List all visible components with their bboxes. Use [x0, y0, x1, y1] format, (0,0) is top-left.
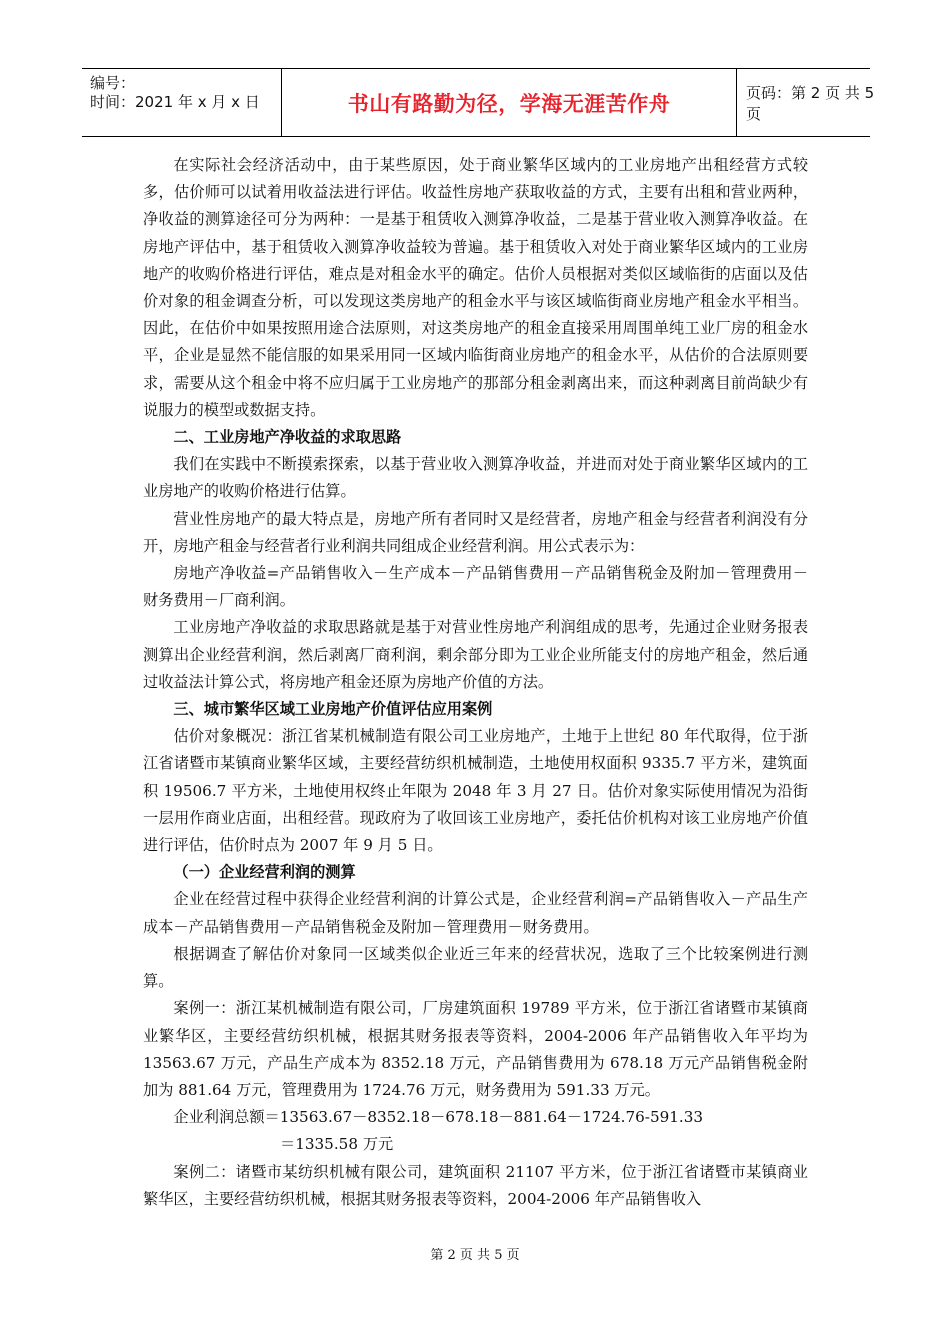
paragraph: 我们在实践中不断摸索探索，以基于营业收入测算净收益，并进而对处于商业繁华区域内的工业房地产的收购价格进行估算。 — [143, 455, 808, 501]
calculation-result: ＝1335.58 万元 — [280, 1135, 394, 1154]
header-motto-cell — [281, 69, 737, 136]
header-page-number: 页码：第 2 页 共 5 页 — [746, 83, 875, 123]
header-motto: 书山有路勤为径，学海无涯苦作舟 — [347, 91, 671, 116]
page-footer: 第 2 页 共 5 页 — [430, 1248, 520, 1263]
formula-paragraph: 房地产净收益=产品销售收入－生产成本－产品销售费用－产品销售税金及附加－管理费用－财务费用－厂商利润。 — [143, 564, 808, 610]
document-date-label: 时间：2021 年 x 月 x 日 — [90, 93, 260, 111]
paragraph: 工业房地产净收益的求取思路就是基于对营业性房地产利润组成的思考，先通过企业财务报表测算出企业经营利润，然后剥离厂商利润，剩余部分即为工业企业所能支付的房地产租金，然后通过收益法计算公式，将房地产租金还原为房地产价值的方法。 — [143, 618, 808, 691]
paragraph: 案例二：诸暨市某纺织机械有限公司，建筑面积 21107 平方米，位于浙江省诸暨市某镇商业繁华区，主要经营纺织机械，根据其财务报表等资料，2004-2006 年产品销售收入 — [143, 1162, 808, 1208]
paragraph: 营业性房地产的最大特点是，房地产所有者同时又是经营者，房地产租金与经营者利润没有分开，房地产租金与经营者行业利润共同组成企业经营利润。用公式表示为： — [143, 509, 808, 555]
section-heading: 三、城市繁华区域工业房地产价值评估应用案例 — [173, 700, 493, 719]
document-body — [143, 152, 808, 1213]
paragraph: 在实际社会经济活动中，由于某些原因，处于商业繁华区域内的工业房地产出租经营方式较多，估价师可以试着用收益法进行评估。收益性房地产获取收益的方式，主要有出租和营业两种，净收益的测算途径可分为两种：一是基于租赁收入测算净收益，二是基于营业收入测算净收益。在房地产评估中，基于租赁收入测算净收益较为普遍。基于租赁收入对处于商业繁华区域内的工业房地产的收购价格进行评估，难点是对租金水平的确定。估价人员根据对类似区域临街的店面以及估价对象的租金调查分析，可以发现这类房地产的租金水平与该区域临街商业房地产租金水平相当。因此，在估价中如果按照用途合法原则，对这类房地产的租金直接采用周围单纯工业厂房的租金水平，企业是显然不能信服的如果采用同一区域内临街商业房地产的租金水平，从估价的合法原则要求，需要从这个租金中将不应归属于工业房地产的那部分租金剥离出来，而这种剥离目前尚缺少有说服力的模型或数据支持。 — [143, 156, 808, 419]
section-heading: 二、工业房地产净收益的求取思路 — [173, 428, 402, 447]
document-number-label: 编号： — [90, 74, 136, 92]
paragraph: 企业在经营过程中获得企业经营利润的计算公式是，企业经营利润=产品销售收入－产品生产成本－产品销售费用－产品销售税金及附加－管理费用－财务费用。 — [143, 890, 808, 936]
page-header — [82, 68, 875, 137]
paragraph: 案例一：浙江某机械制造有限公司，厂房建筑面积 19789 平方米，位于浙江省诸暨市某镇商业繁华区，主要经营纺织机械，根据其财务报表等资料，2004-2006 年产品销售收入年平均为 13563.67 万元，产品生产成本为 8352.18 万元，产品销售费用为 678.18 万元产品销售税金附加为 881.64 万元，管理费用为 1724.76 万元，财务费用为 591.33 万元。 — [143, 999, 808, 1099]
header-meta — [82, 69, 281, 136]
paragraph: 根据调查了解估价对象同一区域类似企业近三年来的经营状况，选取了三个比较案例进行测算。 — [143, 944, 808, 991]
paragraph: 估价对象概况：浙江省某机械制造有限公司工业房地产，土地于上世纪 80 年代取得，位于浙江省诸暨市某镇商业繁华区域，主要经营纺织机械制造，土地使用权面积 9335.7 平方米，建筑面积 19506.7 平方米，土地使用权终止年限为 2048 年 3 月 27 日。估价对象实际使用情况为沿街一层用作商业店面，出租经营。现政府为了收回该工业房地产，委托估价机构对该工业房地产价值进行评估，估价时点为 2007 年 9 月 5 日。 — [143, 727, 808, 855]
calculation-line: 企业利润总额＝13563.67－8352.18－678.18－881.64－1724.76-591.33 — [173, 1108, 704, 1127]
subsection-heading: （一）企业经营利润的测算 — [173, 863, 356, 882]
